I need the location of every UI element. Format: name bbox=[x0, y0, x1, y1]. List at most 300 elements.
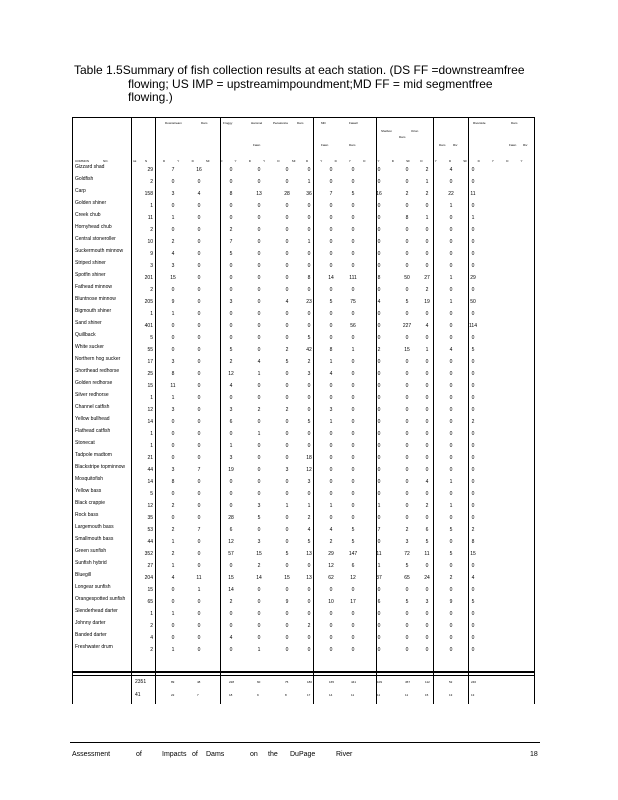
station-count: 0 bbox=[405, 263, 409, 269]
station-count: 14 bbox=[328, 275, 334, 281]
station-total: 14 bbox=[329, 693, 333, 697]
station-count: 0 bbox=[449, 407, 453, 413]
table-row bbox=[73, 332, 535, 344]
station-count: 2 bbox=[425, 503, 429, 509]
station-total: 17 bbox=[307, 693, 311, 697]
station-count: 1 bbox=[449, 275, 453, 281]
station-count: 0 bbox=[405, 635, 409, 641]
station-count: 0 bbox=[257, 455, 261, 461]
species-name: Fathead minnow bbox=[75, 284, 112, 290]
station-count: 3 bbox=[285, 467, 289, 473]
station-count: 5 bbox=[307, 419, 311, 425]
header-label: Fawell bbox=[349, 121, 358, 125]
station-count: 0 bbox=[285, 371, 289, 377]
station-count: 0 bbox=[329, 263, 333, 269]
column-label: COMMON bbox=[75, 159, 89, 163]
station-count: 12 bbox=[328, 563, 334, 569]
station-count: 0 bbox=[197, 251, 201, 257]
table-row bbox=[73, 500, 535, 512]
station-count: 5 bbox=[449, 527, 453, 533]
station-count: 3 bbox=[229, 299, 233, 305]
station-count: 0 bbox=[377, 239, 381, 245]
station-count: 0 bbox=[285, 539, 289, 545]
station-count: 0 bbox=[329, 179, 333, 185]
station-count: 0 bbox=[449, 455, 453, 461]
species-name: Carp bbox=[75, 188, 86, 194]
station-count: 0 bbox=[405, 251, 409, 257]
station-count: 24 bbox=[424, 575, 430, 581]
table-row bbox=[73, 560, 535, 572]
station-count: 0 bbox=[197, 623, 201, 629]
station-total: 9 bbox=[257, 693, 259, 697]
station-count: 0 bbox=[449, 515, 453, 521]
station-count: 0 bbox=[351, 503, 355, 509]
column-label: N bbox=[145, 159, 148, 163]
station-count: 10 bbox=[328, 599, 334, 605]
station-count: 0 bbox=[471, 563, 475, 569]
station-total: 441 bbox=[351, 680, 357, 684]
station-count: 2 bbox=[329, 539, 333, 545]
station-count: 1 bbox=[329, 503, 333, 509]
station-count: 0 bbox=[257, 275, 261, 281]
station-count: 0 bbox=[197, 647, 201, 653]
station-count: 3 bbox=[171, 359, 175, 365]
station-count: 0 bbox=[329, 479, 333, 485]
station-count: 0 bbox=[257, 587, 261, 593]
species-total: 9 bbox=[150, 251, 153, 257]
station-count: 0 bbox=[471, 647, 475, 653]
species-name: Slenderhead darter bbox=[75, 608, 118, 614]
station-count: 0 bbox=[285, 167, 289, 173]
station-count: 0 bbox=[405, 203, 409, 209]
station-count: 0 bbox=[425, 251, 429, 257]
species-total: 401 bbox=[144, 323, 153, 329]
station-count: 0 bbox=[425, 383, 429, 389]
station-count: 0 bbox=[351, 647, 355, 653]
station-count: 0 bbox=[405, 419, 409, 425]
station-count: 11 bbox=[376, 551, 382, 557]
footer-word: River bbox=[336, 751, 353, 758]
station-count: 0 bbox=[329, 167, 333, 173]
station-count: 0 bbox=[425, 371, 429, 377]
station-count: 0 bbox=[449, 311, 453, 317]
station-count: 0 bbox=[351, 455, 355, 461]
station-count: 5 bbox=[329, 299, 333, 305]
station-count: 0 bbox=[471, 167, 475, 173]
station-count: 0 bbox=[197, 203, 201, 209]
station-count: 4 bbox=[449, 167, 453, 173]
species-name: White sucker bbox=[75, 344, 104, 350]
station-count: 0 bbox=[229, 611, 233, 617]
station-count: 0 bbox=[449, 587, 453, 593]
station-count: 16 bbox=[196, 167, 202, 173]
station-count: 0 bbox=[285, 263, 289, 269]
station-count: 0 bbox=[449, 371, 453, 377]
station-count: 0 bbox=[471, 203, 475, 209]
station-count: 0 bbox=[351, 179, 355, 185]
species-total: 27 bbox=[147, 563, 153, 569]
station-count: 0 bbox=[171, 419, 175, 425]
station-count: 5 bbox=[229, 251, 233, 257]
station-count: 0 bbox=[329, 515, 333, 521]
station-count: 0 bbox=[425, 395, 429, 401]
column-label: D bbox=[449, 159, 452, 163]
species-name: Creek chub bbox=[75, 212, 101, 218]
station-count: 0 bbox=[377, 287, 381, 293]
table-row bbox=[73, 464, 535, 476]
station-count: 0 bbox=[449, 227, 453, 233]
station-count: 1 bbox=[377, 563, 381, 569]
station-count: 0 bbox=[377, 647, 381, 653]
station-count: 0 bbox=[197, 383, 201, 389]
column-label: D bbox=[191, 159, 194, 163]
station-count: 0 bbox=[197, 551, 201, 557]
station-total: 13 bbox=[449, 693, 453, 697]
station-count: 0 bbox=[351, 431, 355, 437]
table-row bbox=[73, 428, 535, 440]
species-total: 5 bbox=[150, 335, 153, 341]
station-count: 8 bbox=[377, 275, 381, 281]
station-count: 0 bbox=[405, 371, 409, 377]
station-total: 112 bbox=[425, 680, 430, 684]
station-total: 228 bbox=[229, 680, 235, 684]
station-count: 0 bbox=[471, 311, 475, 317]
station-count: 0 bbox=[471, 359, 475, 365]
station-count: 0 bbox=[229, 647, 233, 653]
station-count: 2 bbox=[377, 347, 381, 353]
station-count: 5 bbox=[307, 539, 311, 545]
station-count: 0 bbox=[405, 515, 409, 521]
station-count: 0 bbox=[257, 479, 261, 485]
station-count: 0 bbox=[197, 311, 201, 317]
station-count: 0 bbox=[351, 443, 355, 449]
species-total: 25 bbox=[147, 371, 153, 377]
station-count: 0 bbox=[405, 359, 409, 365]
header-label: Downstream bbox=[165, 121, 182, 125]
species-name: Tadpole madtom bbox=[75, 452, 112, 458]
station-count: 0 bbox=[229, 563, 233, 569]
station-count: 0 bbox=[285, 623, 289, 629]
station-count: 0 bbox=[257, 419, 261, 425]
table-row bbox=[73, 368, 535, 380]
species-name: Mosquitofish bbox=[75, 476, 104, 482]
station-count: 0 bbox=[405, 179, 409, 185]
station-count: 50 bbox=[404, 275, 410, 281]
species-name: Striped shiner bbox=[75, 260, 106, 266]
table-row bbox=[73, 188, 535, 200]
station-count: 0 bbox=[425, 203, 429, 209]
station-count: 1 bbox=[329, 419, 333, 425]
column-label: D bbox=[506, 159, 509, 163]
station-count: 1 bbox=[449, 479, 453, 485]
species-total: 1 bbox=[150, 395, 153, 401]
station-count: 0 bbox=[307, 287, 311, 293]
station-count: 0 bbox=[405, 407, 409, 413]
station-count: 0 bbox=[197, 431, 201, 437]
footer-word: Assessment bbox=[72, 751, 111, 758]
station-count: 0 bbox=[307, 587, 311, 593]
footer-word: DuPage bbox=[290, 751, 316, 758]
station-count: 4 bbox=[449, 347, 453, 353]
station-count: 0 bbox=[257, 239, 261, 245]
station-count: 0 bbox=[229, 395, 233, 401]
station-count: 0 bbox=[329, 335, 333, 341]
station-count: 0 bbox=[425, 311, 429, 317]
station-total: 7 bbox=[197, 693, 199, 697]
species-name: Johnny darter bbox=[75, 620, 106, 626]
species-name: Bigmouth shiner bbox=[75, 308, 112, 314]
station-count: 0 bbox=[425, 467, 429, 473]
station-count: 15 bbox=[404, 347, 410, 353]
station-count: 0 bbox=[329, 383, 333, 389]
station-count: 0 bbox=[329, 215, 333, 221]
species-name: Northern hog sucker bbox=[75, 356, 121, 362]
station-count: 5 bbox=[471, 599, 475, 605]
station-count: 75 bbox=[350, 299, 356, 305]
station-count: 4 bbox=[425, 479, 429, 485]
station-count: 2 bbox=[307, 515, 311, 521]
species-name: Flathead catfish bbox=[75, 428, 111, 434]
station-count: 0 bbox=[285, 275, 289, 281]
species-total: 2 bbox=[150, 227, 153, 233]
station-count: 0 bbox=[351, 635, 355, 641]
station-count: 0 bbox=[425, 263, 429, 269]
table-caption bbox=[74, 64, 554, 105]
station-count: 1 bbox=[351, 347, 355, 353]
station-count: 3 bbox=[307, 479, 311, 485]
station-count: 0 bbox=[425, 611, 429, 617]
station-count: 0 bbox=[197, 515, 201, 521]
station-count: 0 bbox=[197, 455, 201, 461]
station-count: 0 bbox=[257, 623, 261, 629]
species-name: Central stoneroller bbox=[75, 236, 116, 242]
station-count: 6 bbox=[229, 419, 233, 425]
column-label: D bbox=[306, 159, 309, 163]
column-label: D bbox=[363, 159, 366, 163]
species-total: 4 bbox=[150, 635, 153, 641]
station-count: 2 bbox=[449, 575, 453, 581]
station-count: 0 bbox=[285, 491, 289, 497]
station-count: 0 bbox=[197, 491, 201, 497]
station-count: 0 bbox=[405, 167, 409, 173]
station-count: 29 bbox=[328, 551, 334, 557]
table-row bbox=[73, 344, 535, 356]
station-count: 0 bbox=[449, 215, 453, 221]
station-count: 5 bbox=[405, 599, 409, 605]
table-row bbox=[73, 524, 535, 536]
column-label: D bbox=[477, 159, 480, 163]
station-count: 1 bbox=[171, 647, 175, 653]
station-total: 246 bbox=[471, 680, 477, 684]
station-count: 0 bbox=[329, 323, 333, 329]
station-count: 18 bbox=[306, 455, 312, 461]
station-count: 0 bbox=[425, 635, 429, 641]
station-count: 0 bbox=[257, 611, 261, 617]
station-count: 0 bbox=[229, 275, 233, 281]
station-count: 0 bbox=[329, 239, 333, 245]
station-total: 165 bbox=[329, 680, 335, 684]
station-count: 0 bbox=[329, 623, 333, 629]
station-count: 0 bbox=[171, 443, 175, 449]
station-count: 0 bbox=[449, 395, 453, 401]
table-row bbox=[73, 164, 535, 176]
station-count: 0 bbox=[197, 275, 201, 281]
species-total: 35 bbox=[147, 515, 153, 521]
station-count: 0 bbox=[285, 287, 289, 293]
station-count: 7 bbox=[229, 239, 233, 245]
station-count: 0 bbox=[351, 407, 355, 413]
species-name: Bluegill bbox=[75, 572, 92, 578]
station-count: 0 bbox=[377, 251, 381, 257]
station-count: 6 bbox=[351, 563, 355, 569]
station-count: 1 bbox=[171, 539, 175, 545]
station-count: 0 bbox=[197, 479, 201, 485]
station-count: 17 bbox=[350, 599, 356, 605]
station-count: 9 bbox=[449, 599, 453, 605]
station-count: 0 bbox=[377, 359, 381, 365]
station-count: 0 bbox=[171, 491, 175, 497]
station-count: 19 bbox=[424, 299, 430, 305]
species-total: 11 bbox=[147, 215, 153, 221]
station-count: 0 bbox=[197, 359, 201, 365]
station-count: 3 bbox=[425, 599, 429, 605]
station-count: 28 bbox=[228, 515, 234, 521]
station-count: 1 bbox=[377, 503, 381, 509]
station-count: 0 bbox=[257, 383, 261, 389]
footer-word: of bbox=[136, 751, 142, 758]
species-total: 10 bbox=[147, 239, 153, 245]
station-count: 0 bbox=[229, 203, 233, 209]
header-label: Riverside bbox=[473, 121, 486, 125]
station-count: 0 bbox=[197, 371, 201, 377]
station-count: 37 bbox=[376, 575, 382, 581]
station-count: 14 bbox=[256, 575, 262, 581]
station-count: 0 bbox=[171, 455, 175, 461]
station-count: 0 bbox=[377, 167, 381, 173]
station-count: 0 bbox=[285, 311, 289, 317]
header-label: Dam bbox=[201, 121, 208, 125]
station-count: 0 bbox=[351, 311, 355, 317]
station-count: 0 bbox=[197, 407, 201, 413]
station-count: 3 bbox=[257, 503, 261, 509]
species-total: 2 bbox=[150, 287, 153, 293]
station-count: 0 bbox=[471, 503, 475, 509]
station-total: 48 bbox=[197, 680, 201, 684]
species-total: 352 bbox=[144, 551, 153, 557]
station-count: 0 bbox=[449, 563, 453, 569]
station-count: 1 bbox=[257, 647, 261, 653]
station-count: 2 bbox=[257, 407, 261, 413]
station-count: 0 bbox=[171, 431, 175, 437]
table-row bbox=[73, 392, 535, 404]
station-count: 0 bbox=[285, 527, 289, 533]
station-count: 4 bbox=[471, 575, 475, 581]
station-count: 0 bbox=[425, 227, 429, 233]
station-count: 2 bbox=[229, 599, 233, 605]
station-count: 9 bbox=[171, 299, 175, 305]
station-count: 29 bbox=[470, 275, 476, 281]
station-count: 15 bbox=[228, 575, 234, 581]
header-label: Pecatonica bbox=[273, 121, 288, 125]
species-name: Yellow bass bbox=[75, 488, 102, 494]
station-count: 4 bbox=[329, 527, 333, 533]
station-count: 0 bbox=[257, 227, 261, 233]
station-count: 0 bbox=[197, 443, 201, 449]
station-count: 3 bbox=[405, 539, 409, 545]
station-count: 0 bbox=[307, 491, 311, 497]
station-count: 0 bbox=[197, 239, 201, 245]
station-count: 22 bbox=[448, 191, 454, 197]
station-count: 0 bbox=[449, 647, 453, 653]
table-row bbox=[73, 512, 535, 524]
station-count: 0 bbox=[229, 179, 233, 185]
station-count: 0 bbox=[351, 419, 355, 425]
species-total: 14 bbox=[147, 419, 153, 425]
station-count: 72 bbox=[404, 551, 410, 557]
station-count: 1 bbox=[257, 371, 261, 377]
station-count: 0 bbox=[197, 179, 201, 185]
station-count: 0 bbox=[285, 215, 289, 221]
station-count: 0 bbox=[351, 491, 355, 497]
station-count: 50 bbox=[470, 299, 476, 305]
station-count: 0 bbox=[285, 635, 289, 641]
column-label: Y bbox=[177, 159, 180, 163]
station-count: 0 bbox=[377, 431, 381, 437]
species-total: 55 bbox=[147, 347, 153, 353]
table-row bbox=[73, 212, 535, 224]
station-count: 1 bbox=[285, 503, 289, 509]
header-label: Fawn bbox=[321, 143, 329, 147]
table-row bbox=[73, 548, 535, 560]
table-row bbox=[73, 296, 535, 308]
station-count: 0 bbox=[425, 239, 429, 245]
station-count: 0 bbox=[197, 335, 201, 341]
table-row bbox=[73, 452, 535, 464]
station-count: 0 bbox=[307, 407, 311, 413]
table-row bbox=[73, 644, 535, 656]
station-count: 0 bbox=[307, 431, 311, 437]
station-count: 0 bbox=[377, 611, 381, 617]
species-total: 12 bbox=[147, 407, 153, 413]
station-count: 0 bbox=[351, 227, 355, 233]
station-count: 0 bbox=[285, 323, 289, 329]
species-total: 1 bbox=[150, 203, 153, 209]
station-count: 0 bbox=[171, 287, 175, 293]
species-total: 65 bbox=[147, 599, 153, 605]
station-count: 12 bbox=[350, 575, 356, 581]
page-number: 18 bbox=[530, 751, 538, 758]
column-label: D bbox=[248, 159, 251, 163]
station-count: 0 bbox=[425, 359, 429, 365]
station-count: 8 bbox=[171, 479, 175, 485]
station-count: 3 bbox=[329, 407, 333, 413]
station-count: 0 bbox=[197, 611, 201, 617]
grand-total: 2351 bbox=[135, 679, 147, 685]
station-count: 1 bbox=[307, 179, 311, 185]
station-count: 1 bbox=[257, 431, 261, 437]
species-total: 2 bbox=[150, 179, 153, 185]
station-count: 7 bbox=[171, 167, 175, 173]
station-count: 0 bbox=[425, 623, 429, 629]
station-count: 0 bbox=[257, 347, 261, 353]
station-count: 0 bbox=[377, 227, 381, 233]
station-count: 0 bbox=[329, 227, 333, 233]
station-count: 4 bbox=[257, 359, 261, 365]
species-name: Stonecat bbox=[75, 440, 95, 446]
station-count: 0 bbox=[377, 179, 381, 185]
station-count: 0 bbox=[471, 335, 475, 341]
station-count: 0 bbox=[377, 215, 381, 221]
